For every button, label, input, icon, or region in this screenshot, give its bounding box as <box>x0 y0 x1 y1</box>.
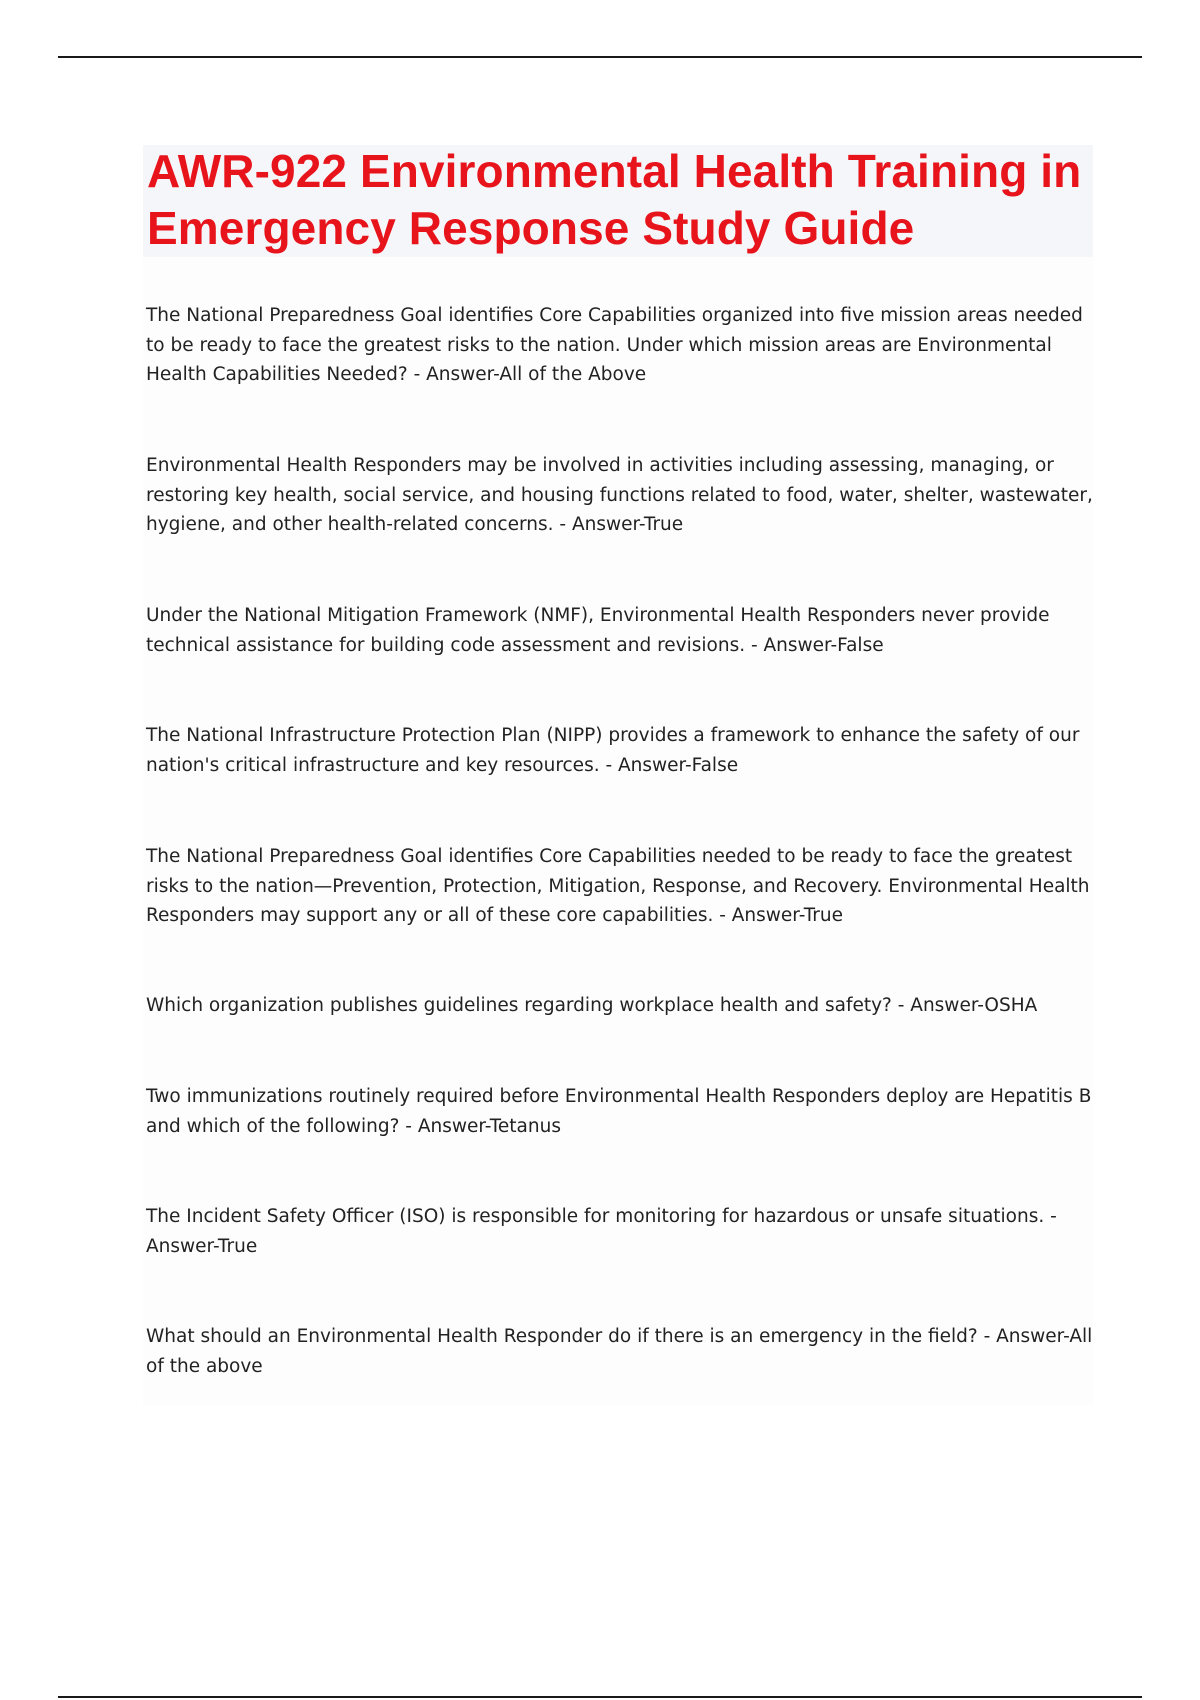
qa-item-5: The National Preparedness Goal identifies Core Capabilities needed to be ready to face the greatest risks to the nation—Prevention, Protection, Mitigation, Response, and Recovery. Environmental Health Responders may support any or all of these core capabilities. - Answer-True <box>146 846 1090 926</box>
top-rule <box>58 56 1142 58</box>
qa-item-7: Two immunizations routinely required before Environmental Health Responders deploy are Hepatitis B and which of the following? - Answer-Tetanus <box>146 1086 1092 1137</box>
qa-item-4: The National Infrastructure Protection Plan (NIPP) provides a framework to enhance the safety of our nation's critical infrastructure and key resources. - Answer-False <box>146 725 1080 776</box>
document-title: AWR-922 Environmental Health Training in Emergency Response Study Guide <box>147 145 1082 254</box>
qa-item-8: The Incident Safety Officer (ISO) is responsible for monitoring for hazardous or unsafe situations. - Answer-True <box>146 1206 1057 1257</box>
qa-item-1: The National Preparedness Goal identifies Core Capabilities organized into five mission areas needed to be ready to face the greatest risks to the nation. Under which mission areas are Environmental Health Capabilities Needed? - Answer-All of the Above <box>146 305 1083 385</box>
qa-item-2: Environmental Health Responders may be involved in activities including assessing, managing, or restoring key health, social service, and housing functions related to food, water, shelter, wastewater, hygiene, and other health-related concerns. - Answer-True <box>146 455 1093 535</box>
qa-item-9: What should an Environmental Health Responder do if there is an emergency in the field? - Answer-All of the above <box>146 1326 1093 1377</box>
qa-item-6: Which organization publishes guidelines regarding workplace health and safety? - Answer-OSHA <box>146 995 1038 1016</box>
qa-item-3: Under the National Mitigation Framework (NMF), Environmental Health Responders never provide technical assistance for building code assessment and revisions. - Answer-False <box>146 605 1050 656</box>
bottom-rule <box>58 1696 1142 1698</box>
